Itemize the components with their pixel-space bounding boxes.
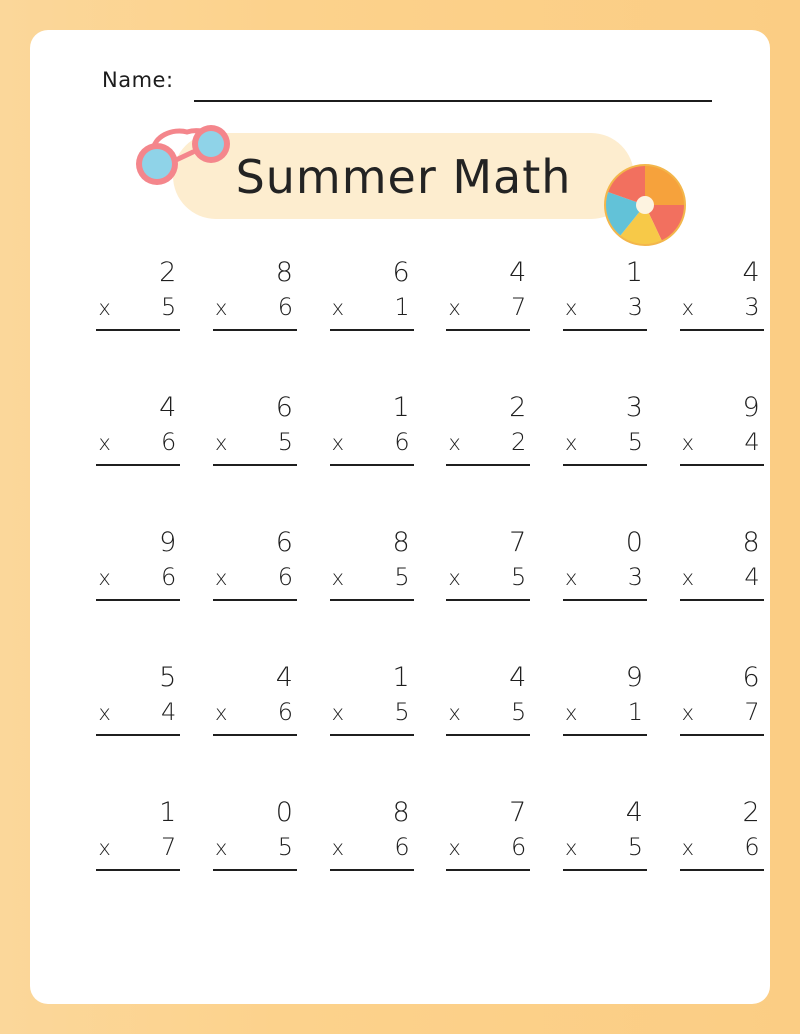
problem-rule	[680, 734, 764, 736]
problem-bottom-number: 5	[627, 428, 643, 456]
problem-cell	[547, 778, 664, 913]
problem-rule	[96, 329, 180, 331]
problem-bottom-number: 1	[394, 293, 410, 321]
problem-cell	[313, 238, 430, 373]
problem-operator: x	[214, 296, 228, 320]
problem-operator: x	[98, 296, 111, 320]
problem-cell	[663, 643, 780, 778]
problem-top-number: 6	[392, 257, 410, 288]
problem-cell	[197, 643, 314, 778]
problem-top-number: 1	[392, 392, 410, 423]
problem-bottom-number: 3	[744, 293, 760, 321]
problem-rule	[330, 599, 414, 601]
problem-rule	[680, 869, 764, 871]
problem-bottom-number: 6	[744, 833, 760, 861]
problem-operator: x	[214, 431, 228, 455]
problem-top-number: 2	[509, 392, 527, 423]
problem-cell	[80, 643, 197, 778]
problem-rule	[96, 734, 180, 736]
problem-rule	[330, 464, 414, 466]
problem-rule	[213, 869, 297, 871]
problem-bottom-number: 7	[161, 833, 177, 861]
problem-cell	[663, 238, 780, 373]
problem-operator: x	[331, 836, 345, 860]
problem-operator: x	[448, 701, 461, 725]
problem-bottom-number: 5	[511, 698, 527, 726]
problem-bottom-number: 6	[394, 428, 410, 456]
problem-operator: x	[564, 836, 578, 860]
problem-bottom-number: 5	[394, 563, 410, 591]
problem-operator: x	[214, 566, 228, 590]
problem-rule	[446, 734, 530, 736]
problem-grid	[80, 238, 780, 913]
problem-rule	[680, 464, 764, 466]
problem-top-number: 0	[275, 797, 293, 828]
problem-rule	[446, 869, 530, 871]
problem-rule	[213, 599, 297, 601]
problem-cell	[197, 238, 314, 373]
name-label: Name:	[102, 68, 174, 92]
problem-top-number: 9	[159, 527, 177, 558]
problem-rule	[563, 599, 647, 601]
problem-cell	[197, 508, 314, 643]
problem-rule	[563, 464, 647, 466]
problem-top-number: 0	[625, 527, 643, 558]
problem-bottom-number: 2	[511, 428, 527, 456]
problem-rule	[330, 329, 414, 331]
problem-top-number: 9	[625, 662, 643, 693]
problem-cell	[313, 778, 430, 913]
problem-top-number: 2	[159, 257, 177, 288]
problem-top-number: 4	[159, 392, 177, 423]
problem-operator: x	[214, 701, 228, 725]
problem-cell	[80, 508, 197, 643]
problem-bottom-number: 5	[511, 563, 527, 591]
problem-rule	[563, 869, 647, 871]
problem-cell	[80, 373, 197, 508]
problem-operator: x	[98, 701, 111, 725]
problem-cell	[197, 373, 314, 508]
problem-rule	[680, 329, 764, 331]
problem-top-number: 4	[509, 662, 527, 693]
problem-top-number: 6	[275, 527, 293, 558]
problem-top-number: 4	[509, 257, 527, 288]
problem-bottom-number: 5	[277, 833, 293, 861]
problem-operator: x	[564, 566, 578, 590]
problem-cell	[313, 373, 430, 508]
problem-bottom-number: 6	[511, 833, 527, 861]
problem-top-number: 4	[742, 257, 760, 288]
problem-operator: x	[98, 836, 111, 860]
problem-operator: x	[448, 836, 461, 860]
problem-bottom-number: 5	[277, 428, 293, 456]
problem-top-number: 2	[742, 797, 760, 828]
problem-bottom-number: 4	[744, 428, 760, 456]
problem-cell	[663, 778, 780, 913]
name-write-line[interactable]	[194, 100, 712, 102]
problem-operator: x	[98, 431, 111, 455]
problem-rule	[96, 599, 180, 601]
problem-cell	[430, 643, 547, 778]
problem-bottom-number: 6	[161, 563, 177, 591]
problem-operator: x	[214, 836, 228, 860]
problem-bottom-number: 4	[744, 563, 760, 591]
problem-operator: x	[681, 836, 695, 860]
problem-top-number: 8	[392, 797, 410, 828]
problem-bottom-number: 5	[627, 833, 643, 861]
problem-bottom-number: 6	[394, 833, 410, 861]
problem-cell	[197, 778, 314, 913]
problem-operator: x	[681, 296, 695, 320]
problem-cell	[663, 373, 780, 508]
problem-cell	[430, 238, 547, 373]
problem-rule	[446, 464, 530, 466]
problem-operator: x	[681, 701, 695, 725]
problem-cell	[80, 778, 197, 913]
problem-bottom-number: 6	[161, 428, 177, 456]
problem-bottom-number: 7	[744, 698, 760, 726]
problem-cell	[547, 508, 664, 643]
problem-operator: x	[448, 296, 461, 320]
problem-operator: x	[98, 566, 111, 590]
problem-top-number: 4	[275, 662, 293, 693]
problem-bottom-number: 6	[277, 563, 293, 591]
problem-bottom-number: 6	[277, 698, 293, 726]
problem-cell	[430, 508, 547, 643]
problem-top-number: 6	[275, 392, 293, 423]
page-title: Summer Math	[235, 150, 572, 204]
worksheet-sheet	[30, 30, 770, 1004]
problem-cell	[430, 373, 547, 508]
problem-operator: x	[681, 566, 695, 590]
problem-top-number: 1	[625, 257, 643, 288]
problem-cell	[547, 373, 664, 508]
problem-operator: x	[331, 566, 345, 590]
problem-bottom-number: 3	[627, 563, 643, 591]
problem-bottom-number: 7	[511, 293, 527, 321]
problem-top-number: 6	[742, 662, 760, 693]
problem-operator: x	[331, 701, 345, 725]
problem-cell	[80, 238, 197, 373]
problem-top-number: 5	[159, 662, 177, 693]
problem-bottom-number: 5	[161, 293, 177, 321]
problem-rule	[446, 329, 530, 331]
problem-top-number: 7	[509, 797, 527, 828]
problem-top-number: 8	[392, 527, 410, 558]
problem-rule	[96, 464, 180, 466]
problem-top-number: 1	[159, 797, 177, 828]
problem-rule	[330, 869, 414, 871]
problem-rule	[213, 464, 297, 466]
problem-cell	[663, 508, 780, 643]
problem-operator: x	[681, 431, 695, 455]
problem-bottom-number: 5	[394, 698, 410, 726]
problem-cell	[430, 778, 547, 913]
problem-top-number: 1	[392, 662, 410, 693]
problem-operator: x	[564, 296, 578, 320]
problem-rule	[96, 869, 180, 871]
problem-operator: x	[448, 566, 461, 590]
problem-bottom-number: 1	[627, 698, 643, 726]
problem-cell	[547, 643, 664, 778]
problem-operator: x	[331, 296, 345, 320]
problem-bottom-number: 3	[627, 293, 643, 321]
problem-cell	[313, 508, 430, 643]
problem-rule	[680, 599, 764, 601]
problem-top-number: 4	[625, 797, 643, 828]
problem-rule	[563, 329, 647, 331]
problem-rule	[213, 734, 297, 736]
problem-top-number: 7	[509, 527, 527, 558]
problem-top-number: 8	[275, 257, 293, 288]
problem-top-number: 3	[625, 392, 643, 423]
problem-top-number: 9	[742, 392, 760, 423]
problem-rule	[446, 599, 530, 601]
problem-rule	[213, 329, 297, 331]
problem-top-number: 8	[742, 527, 760, 558]
problem-cell	[313, 643, 430, 778]
problem-rule	[330, 734, 414, 736]
problem-bottom-number: 6	[277, 293, 293, 321]
problem-operator: x	[448, 431, 461, 455]
problem-operator: x	[331, 431, 345, 455]
problem-bottom-number: 4	[161, 698, 177, 726]
problem-rule	[563, 734, 647, 736]
name-row	[102, 68, 712, 110]
problem-operator: x	[564, 431, 578, 455]
problem-operator: x	[564, 701, 578, 725]
problem-cell	[547, 238, 664, 373]
